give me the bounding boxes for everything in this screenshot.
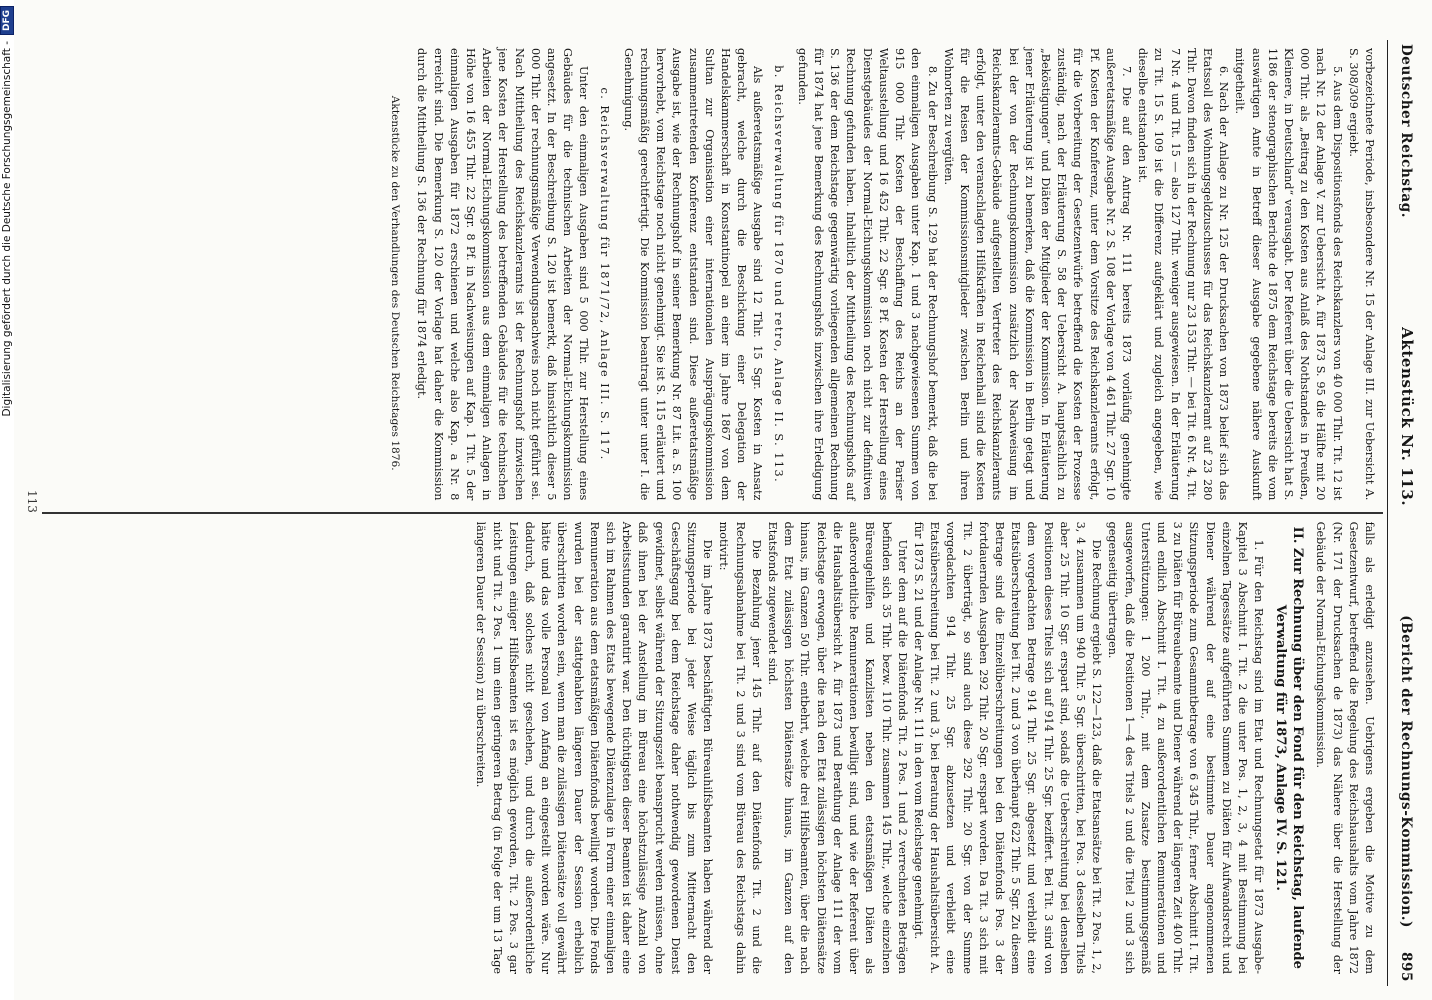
page-header [1387,40,1422,986]
paragraph: Unter dem auf die Diätenfonds Tit. 2 Pos. 1 und 2 verrechneten Beträgen befinden sich 35 Thlr. bezw. 110 Thlr. zusammen 145 Thlr., welche einzelnen Büreaugehilfen und Kanzlisten neben den etatsmäßigen Diäten als außerordentliche Remunerationen bewilligt sind, und wie der Referent über die Haushaltsübersicht A. für 1873 und Berathung der Anlage 111 der vom Reichstage erwogen, über die nach den Etat zulässigen höchsten Diätensätze hinaus, im Ganzen 50 Thlr. entbehrt, welche drei Hilfsbeamten, über die nach dem Etat zulässigen höchsten Diätensätze hinaus, im Ganzen auf den Etatsfonds zugewendet sind. [766,521,909,974]
page-footer-note: Aktenstücke zu den Verhandlungen des Deutschen Reichstages 1876. [389,95,402,471]
section-heading: II. Zur Rechnung über den Fond für den Reichstag, laufende Verwaltung für 1873, Anlage IV. S. 121. [1273,526,1306,969]
credit-strip [0,0,14,960]
subsection-heading: b. Reichsverwaltung für 1870 und retro, Anlage II. S. 113. [771,65,785,484]
paragraph: Als außeretatsmäßige Ausgabe sind 12 Thlr. 15 Sgr. Kosten in Ansatz gebracht, welche durch die Beschickung einer Delegation der Handelskammerschaft in Konstantinopel an einer im Jahre 1867 von dem Sultan zur Organisation einer internationalen Ausprägungskommission zusammentretenden Konferenz entstanden sind. Diese außeretatsmäßige Ausgabe ist, wie der Rechnungshof in seiner Bemerkung Nr. 87 Lit. a. S. 100 hervorhebt, vom Reichstage noch nicht genehmigt. Sie ist S. 115 erläutert und rechnungsmäßig gerechtfertigt. Die Kommission beantragt unter unter I. die Genehmigung. [621,48,765,501]
scanned-page [12,0,1432,1000]
header-document-number: Aktenstück Nr. 113. [1398,327,1416,507]
header-report-title: (Bericht der Rechnungs-Kommission.) [1398,615,1414,929]
paragraph: Die Bezahlung jener 145 Thlr. auf den Diätenfonds Tit. 2 und die Rechnungsabnahme bei Tit. 2 und 3 sind vom Büreau des Reichstags dahin motivirt: [717,521,763,974]
column-right [42,514,1387,986]
digitization-credit [0,0,14,1000]
paragraph: 8. Zu der Beschreibung S. 129 hat der Rechnungshof bemerkt, daß die bei den einmaligen Ausgaben unter Kap. 1 und 3 nachgewiesenen Summen von 915 000 Thlr. Kosten der Beschaffung des Reichs an der Pariser Weltausstellung und 16 452 Thlr. 22 Sgr. 8 Pf. Kosten der Herstellung eines Dienstgebäudes der Normal-Eichungskommission noch nicht zur definitiven Rechnung gefunden haben. Inhaltlich der Mittheilung des Rechnungshofs auf S. 136 der dem Reichstage gegenwärtig vorliegenden allgemeinen Rechnung für 1874 hat jene Bemerkung des Rechnungshofs inzwischen ihre Erledigung gefunden. [795,48,939,501]
dfg-logo-icon: DFG [0,6,14,35]
paragraph: Die Rechnung ergiebt S. 122—123, daß die Etatsansätze bei Tit. 2 Pos. 1, 2, 3, 4 zusammen um 940 Thlr. 5 Sgr. überschritten, bei Pos. 3 desselben Titels aber 25 Thlr. 10 Sgr. erspart sind, sodaß die Ueberschreitung bei denselben Positionen dieses Titels sich auf 914 Thlr. 25 Sgr. beziffert. Bei Tit. 3 sind von dem vorgedachten Betrage 914 Thlr. 25 Sgr. abgesetzt und verbleibt eine Etatsüberschreitung bei Tit. 2 und 3 von überhaupt 622 Thlr. 5 Sgr. Zu diesem Betrage sind die Einzelüberschreitungen bei den Diätenfonds Pos. 3 der fortdauernden Ausgaben 292 Thlr. 20 Sgr. erspart worden. Da Tit. 3 sich mit Tit. 2 überträgt, so sind auch diese 292 Thlr. 20 Sgr. von der Summe vorgedachten 914 Thlr. 25 Sgr. abzusetzen und verbleibt eine Etatsüberschreitung bei Tit. 2 und 3, bei Beratung der Haushaltsübersicht A. für 1873 S. 21 und der Anlage Nr. 111 in den vom Reichstage genehmigt. [911,521,1104,974]
paragraph: Unter den einmaligen Ausgaben sind 5 000 Thlr. zur Herstellung eines Gebäudes für die technischen Arbeiten der Normal-Eichungskommission angesetzt. In der Beschreibung S. 120 ist bemerkt, daß hinsichtlich dieser 5 000 Thlr. der rechnungsmäßige Verwendungsnachweis noch nicht geführt sei. Nach Mittheilung des Reichskanzleramts ist der Rechnungshof inzwischen jene Kosten der Herstellung des betreffenden Gebäudes für die technischen Arbeiten der Normal-Eichungskommission aus dem einmaligen Anlagen in Höhe von 16 455 Thlr. 22 Sgr. 8 Pf. in Nachweisungen auf Kap. 1 Tit. 5 der einmaligen Ausgaben für 1872 erschienen und welche also Kap. a Nr. 8 erreicht sind. Die Bemerkung S. 120 der Vorlage hat daher die Kommission durch die Mittheilung S. 136 der Rechnung für 1874 erledigt. [415,48,591,501]
column-left [42,40,1387,512]
subsection-heading: c. Reichsverwaltung für 1871/72, Anlage III. S. 117. [597,87,611,461]
paragraph: Die im Jahre 1873 beschäftigten Büreauhilfsbeamten haben während der Sitzungsperiode bei jeder Weise täglich bis zum Mitternacht den Geschäftsgang bei dem Reichstage daher nothwendig gewordenen Dienst gewidmet, selbst während der Sitzungszeit beansprucht werden müssen, ohne daß ihnen bei der Anstellung im Büreau eine höchstzulässige Anzahl von Arbeitsstunden garantirt war. Den tüchtigsten dieser Beamten ist daher eine sich im Rahmen des Etats bewegende Diätenzulage in Form einer einmaligen Remuneration aus dem etatsmäßigen Diätenfonds bewilligt worden. Die Fonds wurden bei der stattgehabten längeren Dauer der Session erheblich überschritten worden sein, wenn man die zulässigen Diätensätze voll gewährt hätte und das volle Personal von Anfang an eingestellt worden wäre. Nur dadurch, daß solches nicht geschehen, und durch die außerordentliche Leistungen einiger Hilfsbeamten ist es möglich geworden, Tit. 2 Pos. 3 gar nicht und Tit. 2 Pos. 1 um einen geringeren Betrag (in Folge der um 13 Tage längeren Dauer der Session) zu überschreiten. [474,521,715,974]
paragraph: vorbezeichnete Periode, insbesondere Nr. 15 der Anlage III. zur Uebersicht A. S. 308/309 ergiebt. [1346,48,1376,501]
header-page-number: 895 [1398,952,1414,982]
paragraph: 1. Für den Reichstag sind im Etat und Rechnungsetat für 1873 Ausgabe-Kapitel 3 Abschnitt I. Tit. 2 die unter Pos. 1, 2, 3, 4 mit Bestimmung bei einzelnen Tagessätze aufgeführten Summen zu Diäten für Aufwandsrecht und Diener während der auf eine bestimmte Dauer angenommenen Sitzungsperiode zum Gesammtbetrage von 6 345 Thlr., ferner Abschnitt I. Tit. 3 zu Diäten für Büreaubeamte und Diener während der längeren Zeit 400 Thlr. und endlich Abschnitt I. Tit. 4 zu außerordentlichen Remunerationen und Unterstützungen: 1 200 Thlr., mit dem Zusatze bestimmungsgemäß ausgeworfen, daß die Positionen 1—4 des Titels 2 und die Titel 2 und 3 sich gegenseitig übertragen. [1106,521,1266,974]
page-number-bottom: 113 [25,490,39,513]
credit-text: Digitalisierung gefördert durch die Deutsche Forschungsgemeinschaft - [1,41,13,417]
paragraph: 6. Nach der Anlage zu Nr. 125 der Drucksachen von 1873 belief sich das Etatssoll des Wohnungsgeldzuschusses für das Reichskanzleramt auf 23 280 Thlr. Davon finden sich in der Rechnung nur 23 153 Thlr. — bei Tit. 6 Nr. 4, Tit. 7 Nr. 4 und Tit. 15 — also 127 Thlr. weniger ausgewiesen. In der Erläuterung zu Tit. 15 S. 109 ist die Differenz aufgeklärt und zugleich angegeben, wie dieselbe entstanden ist. [1136,48,1231,501]
paragraph: 7. Die auf den Antrag Nr. 111 bereits 1873 vorläufig genehmigte außeretatsmäßige Ausgabe Nr. 2 S. 108 der Vorlage von 4 461 Thlr. 27 Sgr. 10 Pf. Kosten der Konferenz, unter dem Vorsitze des Reichskanzleramts erfolgt, für die Vorbereitung der Gesetzentwürfe betreffend die Kosten der Prozesse zuständig, nach der Erläuterung S. 58 der Uebersicht A. hauptsächlich zu „Beköstigungen“ und Diäten der Mitglieder der Kommission. In Erläuterung jener Erläuterung ist zu bemerken, daß die Kommission in Berlin getagt und bei der von der Rechnungskommission zusätzlich der Nachweisung im Reichskanzleramts-Gebäude aufgestellten Vertreter des Reichskanzleramts erfolgt, unter den veranschlagten Hilfskräften in Reichenhall sind die Kosten für die Reisen der Kommissionsmitglieder zwischen Berlin und ihren Wohnorten zu vergüten. [941,48,1133,501]
text-columns [42,40,1387,986]
paragraph: 5. Aus dem Dispositionsfonds des Reichskanzlers von 40 000 Thlr. Tit. 12 ist nach Nr. 12 der Anlage V. zur Uebersicht A. für 1873 S. 95 die Hälfte mit 20 000 Thlr. als „Beitrag zu den Kosten aus Anlaß des Nothstandes in Preußen, Kleinere, in Deutschland“ verausgabt. Der Referent über die Uebersicht hat S. 1186 der stenographischen Berichte de 1875 dem Reichstage bereits die vom auswärtigen Amte in Betreff dieser Ausgabe gegebene nähere Auskunft mitgetheilt. [1233,48,1344,501]
paragraph: falls als erledigt anzusehen. Uebrigens ergeben die Motive zu dem Gesetzentwurf, betreffend die Regelung des Reichshaushalts vom Jahre 1872 (Nr. 171 der Drucksachen de 1873) das Nähere über die Herstellung der Gebäude der Normal-Eichungskommission. [1314,521,1376,974]
header-publication: Deutscher Reichstag. [1398,44,1414,219]
